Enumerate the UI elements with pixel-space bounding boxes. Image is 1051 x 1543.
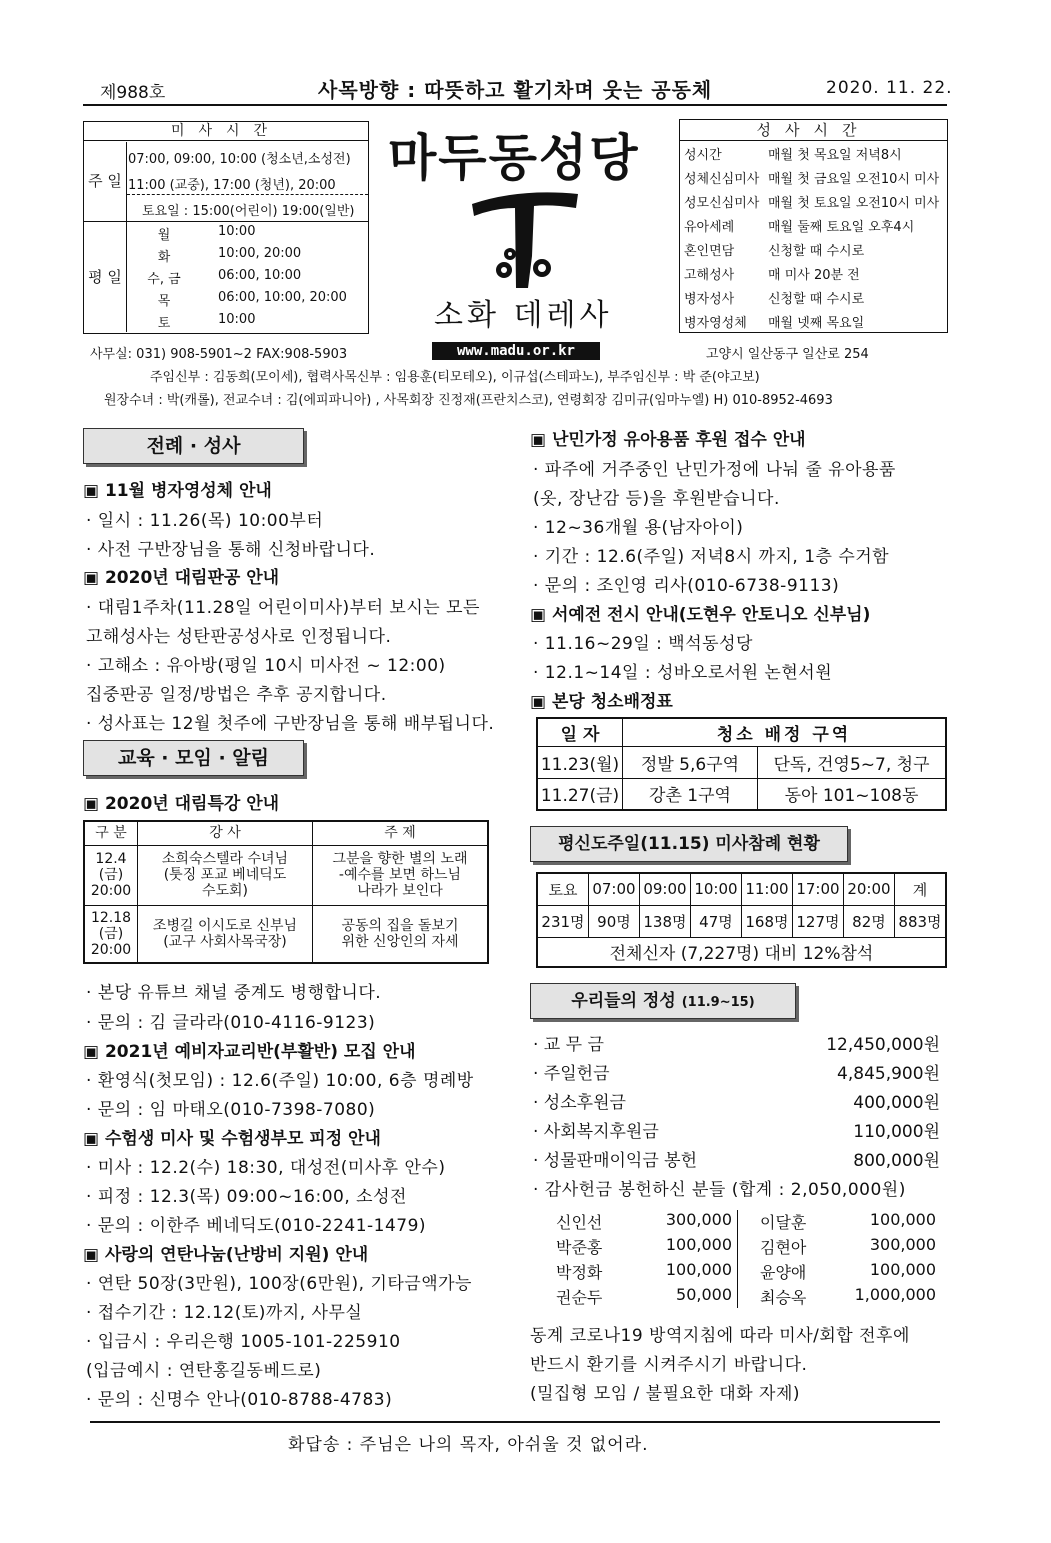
attendance-value: 883명 — [894, 905, 946, 937]
table-cell: 정발 5,6구역 — [623, 746, 758, 778]
section-title: ▣ 사랑의 연탄나눔(난방비 지원) 안내 — [83, 1245, 369, 1265]
donor-divider — [737, 1210, 738, 1308]
info-line: · 문의 : 김 글라라(010-4116-9123) — [86, 1013, 376, 1033]
attendance-header: 토요 — [537, 873, 588, 905]
finance-amount: 110,000원 — [853, 1122, 940, 1142]
info-line: · 11.16~29일 : 백석동성당 — [533, 634, 753, 654]
info-line: · 기간 : 12.6(주일) 저녁8시 까지, 1층 수거함 — [533, 547, 890, 567]
office-phone: 사무실: 031) 908-5901~2 FAX:908-5903 — [90, 347, 348, 362]
section-head-offerings — [530, 983, 796, 1019]
sacrament-row — [684, 312, 864, 336]
donor-name: 윤양애 — [760, 1263, 807, 1282]
sacrament-name: 혼인면담 — [684, 244, 735, 259]
info-line: · 사전 구반장님을 통해 신청바랍니다. — [86, 540, 376, 560]
weekday-time: 10:00, 20:00 — [218, 246, 302, 261]
staff-line-1: 주임신부 : 김동희(모이세), 협력사목신부 : 임용훈(티모테오), 이규섭(스테파노), 부주임신부 : 박 준(야고보) — [150, 370, 760, 385]
info-line: · 대림1주차(11.28일 어린이미사)부터 보시는 모든 — [86, 598, 480, 618]
info-line: · 피정 : 12.3(목) 09:00~16:00, 소성전 — [86, 1187, 407, 1207]
sacrament-name: 성모신심미사 — [684, 196, 760, 211]
info-line: 고해성사는 성탄판공성사로 인정됩니다. — [86, 627, 392, 647]
website-link[interactable]: www.madu.or.kr — [432, 342, 600, 360]
attendance-value: 47명 — [690, 905, 741, 937]
info-line: · 파주에 거주중인 난민가정에 나눠 줄 유아용품 — [533, 460, 896, 480]
weekday-day: 목 — [157, 294, 171, 309]
section-title: ▣ 11월 병자영성체 안내 — [83, 481, 272, 501]
table-row — [84, 845, 488, 905]
attendance-header: 계 — [894, 873, 946, 905]
table-header: 주 제 — [313, 821, 489, 845]
lecture-speaker: 조병길 이시도로 신부님 (교구 사회사목국장) — [138, 905, 313, 963]
offerings-period: (11.9~15) — [681, 995, 755, 1010]
donor-name: 신인선 — [556, 1213, 603, 1232]
info-line: · 미사 : 12.2(수) 18:30, 대성전(미사후 안수) — [86, 1158, 446, 1178]
sacrament-times-box — [679, 119, 948, 333]
sunday-line: 11:00 (교중), 17:00 (청년), 20:00 — [128, 178, 336, 193]
weekday-day: 월 — [157, 228, 171, 243]
sunday-label: 주 일 — [84, 142, 127, 222]
weekday-day: 수, 금 — [147, 272, 181, 287]
cleaning-table — [536, 717, 947, 811]
section-title: ▣ 2021년 예비자교리반(부활반) 모집 안내 — [83, 1042, 416, 1062]
sacrament-row — [684, 168, 939, 192]
lecture-table — [83, 820, 489, 964]
section-title: ▣ 본당 청소배정표 — [530, 692, 673, 712]
table-row — [537, 873, 946, 905]
attendance-value: 90명 — [588, 905, 639, 937]
info-line: · 문의 : 이한주 베네딕도(010-2241-1479) — [86, 1216, 427, 1236]
sacrament-time: 신청할 때 수시로 — [768, 244, 865, 259]
parish-name: 마두동성당 — [388, 129, 640, 187]
sacrament-name: 고해성사 — [684, 268, 735, 283]
sacrament-row — [684, 216, 914, 240]
address: 고양시 일산동구 일산로 254 — [706, 347, 869, 362]
info-line: (입금예시 : 연탄홍길동베드로) — [86, 1361, 322, 1381]
attendance-header: 10:00 — [690, 873, 741, 905]
attendance-value: 127명 — [792, 905, 843, 937]
attendance-header: 09:00 — [639, 873, 690, 905]
sacrament-time: 매월 넷째 목요일 — [768, 316, 865, 331]
table-row — [537, 778, 946, 810]
weekday-day: 화 — [157, 250, 171, 265]
finance-amount: 800,000원 — [853, 1151, 940, 1171]
weekday-time: 06:00, 10:00 — [218, 268, 302, 283]
donor-name: 박정화 — [556, 1263, 603, 1282]
attendance-value: 138명 — [639, 905, 690, 937]
donor-amount: 300,000 — [869, 1235, 936, 1254]
attendance-value: 168명 — [741, 905, 792, 937]
sacrament-times-title: 성사시간 — [680, 120, 947, 141]
notice-line: 반드시 환기를 시켜주시기 바랍니다. — [530, 1355, 808, 1375]
sacrament-row — [684, 288, 864, 312]
donor-name: 이달훈 — [760, 1213, 807, 1232]
table-cell: 강촌 1구역 — [623, 778, 758, 810]
mass-times-box — [83, 121, 369, 334]
mass-times-title: 미사시간 — [84, 122, 368, 141]
table-header: 구 분 — [84, 821, 138, 845]
dashed-divider — [127, 194, 368, 195]
donor-name: 김현아 — [760, 1238, 807, 1257]
info-line: · 본당 유튜브 채널 중계도 병행합니다. — [86, 983, 382, 1003]
attendance-value: 82명 — [843, 905, 894, 937]
table-row — [84, 905, 488, 963]
info-line: · 고해소 : 유아방(평일 10시 미사전 ~ 12:00) — [86, 656, 446, 676]
weekday-day: 토 — [157, 316, 171, 331]
info-line: · 문의 : 임 마태오(010-7398-7080) — [86, 1100, 376, 1120]
section-title: ▣ 서예전 전시 안내(도현우 안토니오 신부님) — [530, 605, 871, 625]
sacrament-time: 매월 첫 목요일 저녁8시 — [768, 148, 902, 163]
info-line: · 12.1~14일 : 성바오로서원 논현서원 — [533, 663, 833, 683]
table-cell: 동아 101~108동 — [758, 778, 947, 810]
lecture-date: 12.4 (금) 20:00 — [84, 845, 138, 905]
table-header: 일 자 — [537, 718, 623, 746]
info-line: · 일시 : 11.26(목) 10:00부터 — [86, 511, 324, 531]
info-line: · 12~36개월 용(남자아이) — [533, 518, 744, 538]
table-header: 강 사 — [138, 821, 313, 845]
section-title: ▣ 2020년 대림판공 안내 — [83, 568, 280, 588]
attendance-header: 17:00 — [792, 873, 843, 905]
issue-date: 2020. 11. 22. — [826, 78, 953, 98]
info-line: · 연탄 50장(3만원), 100장(6만원), 기타금액가능 — [86, 1274, 472, 1294]
sacrament-name: 성체신심미사 — [684, 172, 760, 187]
donor-name: 권순두 — [556, 1288, 603, 1307]
finance-amount: 400,000원 — [853, 1093, 940, 1113]
sacrament-name: 병자성사 — [684, 292, 735, 307]
finance-label: · 성소후원금 — [533, 1093, 626, 1113]
footer-rule — [90, 1421, 940, 1423]
table-cell: 11.27(금) — [537, 778, 623, 810]
table-row — [537, 905, 946, 937]
attendance-value: 231명 — [537, 905, 588, 937]
notice-line: 동계 코로나19 방역지침에 따라 미사/회합 전후에 — [530, 1326, 910, 1346]
responsorial-psalm: 화답송 : 주님은 나의 목자, 아쉬울 것 없어라. — [288, 1435, 649, 1455]
attendance-header: 11:00 — [741, 873, 792, 905]
section-title: ▣ 난민가정 유아용품 후원 접수 안내 — [530, 430, 806, 450]
section-title: ▣ 수험생 미사 및 수험생부모 피정 안내 — [83, 1129, 381, 1149]
header-rule — [83, 104, 947, 106]
finance-label: · 성물판매이익금 봉헌 — [533, 1151, 698, 1171]
lecture-date: 12.18 (금) 20:00 — [84, 905, 138, 963]
staff-line-2: 원장수녀 : 박(캐롤), 전교수녀 : 김(에피파니아) , 사목회장 진정재(프란치스코), 연령회장 김미규(임마누엘) H) 010-8952-4693 — [104, 393, 833, 408]
donor-amount: 100,000 — [665, 1235, 732, 1254]
donor-amount: 1,000,000 — [854, 1285, 936, 1304]
sacrament-row — [684, 240, 864, 264]
section-head-liturgy: 전례 · 성사 — [83, 428, 304, 464]
finance-amount: 4,845,900원 — [837, 1064, 940, 1084]
parish-patron: 소화 데레사 — [434, 298, 613, 333]
donor-amount: 300,000 — [665, 1210, 732, 1229]
finance-label: · 주일헌금 — [533, 1064, 610, 1084]
info-line: · 입금시 : 우리은행 1005-101-225910 — [86, 1332, 401, 1352]
sacrament-name: 유아세례 — [684, 220, 735, 235]
finance-label: · 사회복지후원금 — [533, 1122, 659, 1142]
sunday-line: 07:00, 09:00, 10:00 (청소년,소성전) — [128, 152, 351, 167]
table-cell: 11.23(월) — [537, 746, 623, 778]
lecture-topic: 공동의 집을 돌보기 위한 신앙인의 자세 — [313, 905, 489, 963]
lecture-topic: 그분을 향한 별의 노래 -예수를 보면 하느님 나라가 보인다 — [313, 845, 489, 905]
donor-name: 박준홍 — [556, 1238, 603, 1257]
table-cell: 단독, 건영5~7, 청구 — [758, 746, 947, 778]
sacrament-name: 병자영성체 — [684, 316, 747, 331]
lecture-speaker: 소희숙스텔라 수녀님 (툿징 포교 베네딕도 수도회) — [138, 845, 313, 905]
sacrament-time: 신청할 때 수시로 — [768, 292, 865, 307]
finance-amount: 12,450,000원 — [826, 1035, 940, 1055]
sacrament-time: 매 미사 20분 전 — [768, 268, 860, 283]
info-line: · 문의 : 조인영 리사(010-6738-9113) — [533, 576, 840, 596]
donor-name: 최승옥 — [760, 1288, 807, 1307]
finance-label: · 교 무 금 — [533, 1035, 604, 1055]
attendance-table — [536, 872, 947, 968]
issue-number: 제988호 — [100, 83, 166, 103]
sacrament-time: 매월 첫 토요일 오전10시 미사 — [768, 196, 940, 211]
info-line: 집중판공 일정/방법은 추후 공지합니다. — [86, 685, 387, 705]
section-head-education: 교육 · 모임 · 알림 — [83, 740, 304, 776]
table-row — [537, 746, 946, 778]
section-title: ▣ 2020년 대림특강 안내 — [83, 794, 280, 814]
cross-logo-icon — [470, 186, 582, 290]
pastoral-direction: 사목방향 : 따뜻하고 활기차며 웃는 공동체 — [318, 78, 713, 102]
donor-amount: 100,000 — [869, 1260, 936, 1279]
saturday-line: 토요일 : 15:00(어린이) 19:00(일반) — [142, 204, 355, 219]
sacrament-name: 성시간 — [684, 148, 722, 163]
sacrament-row — [684, 144, 902, 168]
sacrament-time: 매월 둘째 토요일 오후4시 — [768, 220, 915, 235]
sacrament-row — [684, 264, 860, 288]
donor-amount: 50,000 — [676, 1285, 732, 1304]
weekday-time: 10:00 — [218, 224, 256, 239]
sacrament-time: 매월 첫 금요일 오전10시 미사 — [768, 172, 940, 187]
donor-amount: 100,000 — [869, 1210, 936, 1229]
attendance-total: 전체신자 (7,227명) 대비 12%참석 — [537, 937, 946, 967]
table-header: 청소 배정 구역 — [623, 718, 947, 746]
weekday-time: 06:00, 10:00, 20:00 — [218, 290, 347, 305]
offerings-title: 우리들의 정성 — [571, 991, 676, 1011]
attendance-header: 07:00 — [588, 873, 639, 905]
info-line: · 환영식(첫모임) : 12.6(주일) 10:00, 6층 명례방 — [86, 1071, 474, 1091]
weekday-time: 10:00 — [218, 312, 256, 327]
sacrament-row — [684, 192, 939, 216]
attendance-header: 20:00 — [843, 873, 894, 905]
thanks-title: · 감사헌금 봉헌하신 분들 (합계 : 2,050,000원) — [533, 1180, 906, 1200]
info-line: · 성사표는 12월 첫주에 구반장님을 통해 배부됩니다. — [86, 714, 495, 734]
info-line: · 문의 : 신명수 안나(010-8788-4783) — [86, 1390, 393, 1410]
notice-line: (밀집형 모임 / 불필요한 대화 자제) — [530, 1384, 800, 1404]
weekday-label: 평 일 — [84, 222, 127, 332]
donor-amount: 100,000 — [665, 1260, 732, 1279]
section-head-attendance: 평신도주일(11.15) 미사참례 현황 — [530, 826, 848, 862]
info-line: (옷, 장난감 등)을 후원받습니다. — [533, 489, 780, 509]
info-line: · 접수기간 : 12.12(토)까지, 사무실 — [86, 1303, 363, 1323]
